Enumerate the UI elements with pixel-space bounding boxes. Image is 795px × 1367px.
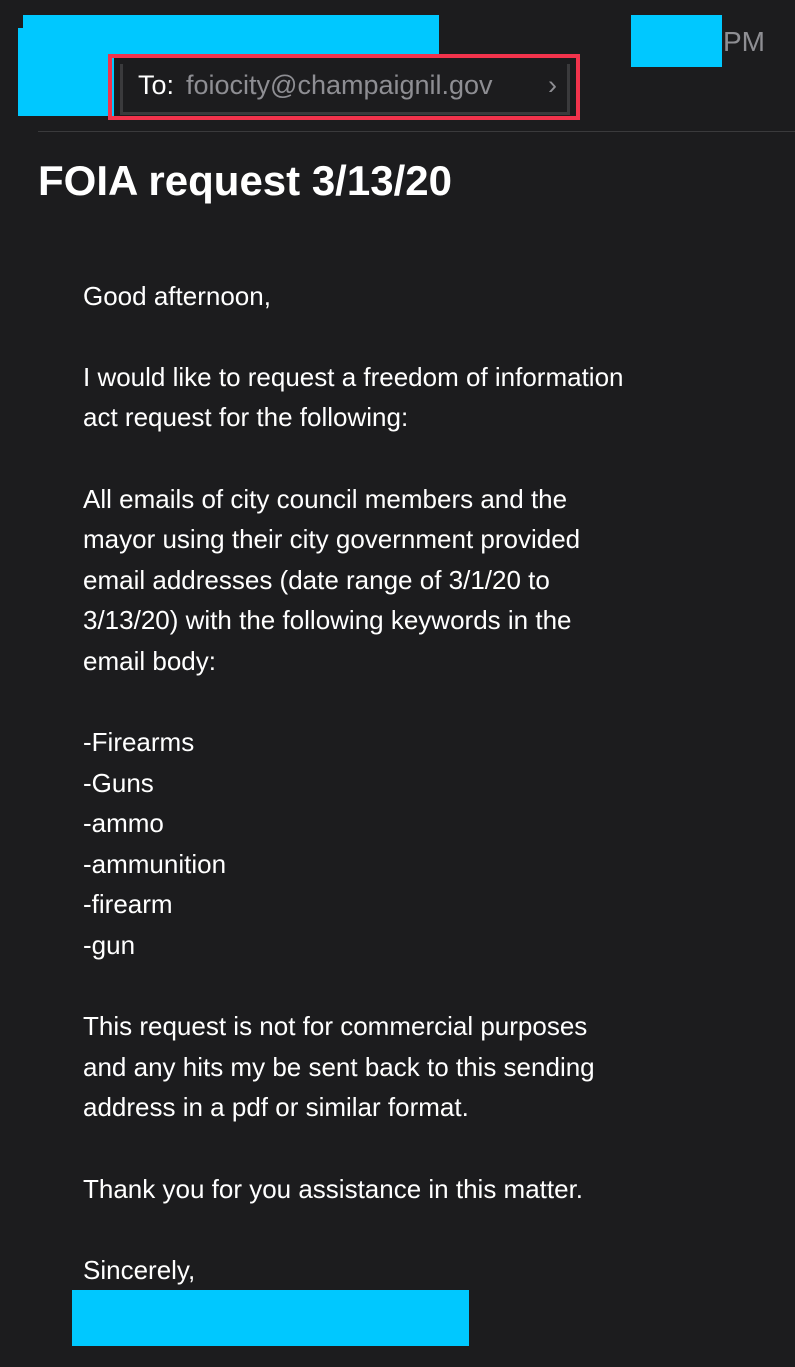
keyword-item: -Guns (83, 768, 154, 798)
body-line: This request is not for commercial purposes (83, 1011, 588, 1041)
body-line: address in a pdf or similar format. (83, 1092, 469, 1122)
body-line: 3/13/20) with the following keywords in the (83, 605, 572, 635)
body-line: Thank you for you assistance in this matter. (83, 1174, 584, 1204)
body-line: act request for the following: (83, 402, 409, 432)
sender-redaction (23, 15, 439, 55)
sender-redaction (18, 53, 114, 116)
keyword-item: -ammunition (83, 849, 227, 879)
recipient-address[interactable]: foiocity@champaignil.gov (186, 70, 493, 100)
recipient-row-highlight[interactable] (108, 54, 580, 120)
greeting: Good afternoon, (83, 281, 271, 311)
body-line: email body: (83, 646, 216, 676)
to-label: To: (138, 70, 175, 100)
keyword-item: -Firearms (83, 727, 195, 757)
email-subject: FOIA request 3/13/20 (38, 157, 452, 204)
timestamp-suffix: PM (723, 26, 765, 57)
keyword-item: -gun (83, 930, 136, 960)
body-line: and any hits my be sent back to this sending (83, 1052, 595, 1082)
body-line: mayor using their city government provided (83, 524, 581, 554)
keyword-item: -ammo (83, 808, 164, 838)
keyword-item: -firearm (83, 889, 173, 919)
signature-redaction (72, 1290, 469, 1346)
body-line: I would like to request a freedom of information (83, 362, 624, 392)
header-divider (38, 131, 795, 132)
body-line: All emails of city council members and the (83, 484, 568, 514)
time-redaction (631, 15, 722, 67)
closing: Sincerely, (83, 1255, 196, 1285)
chevron-right-icon[interactable]: › (548, 70, 557, 100)
body-line: email addresses (date range of 3/1/20 to (83, 565, 550, 595)
